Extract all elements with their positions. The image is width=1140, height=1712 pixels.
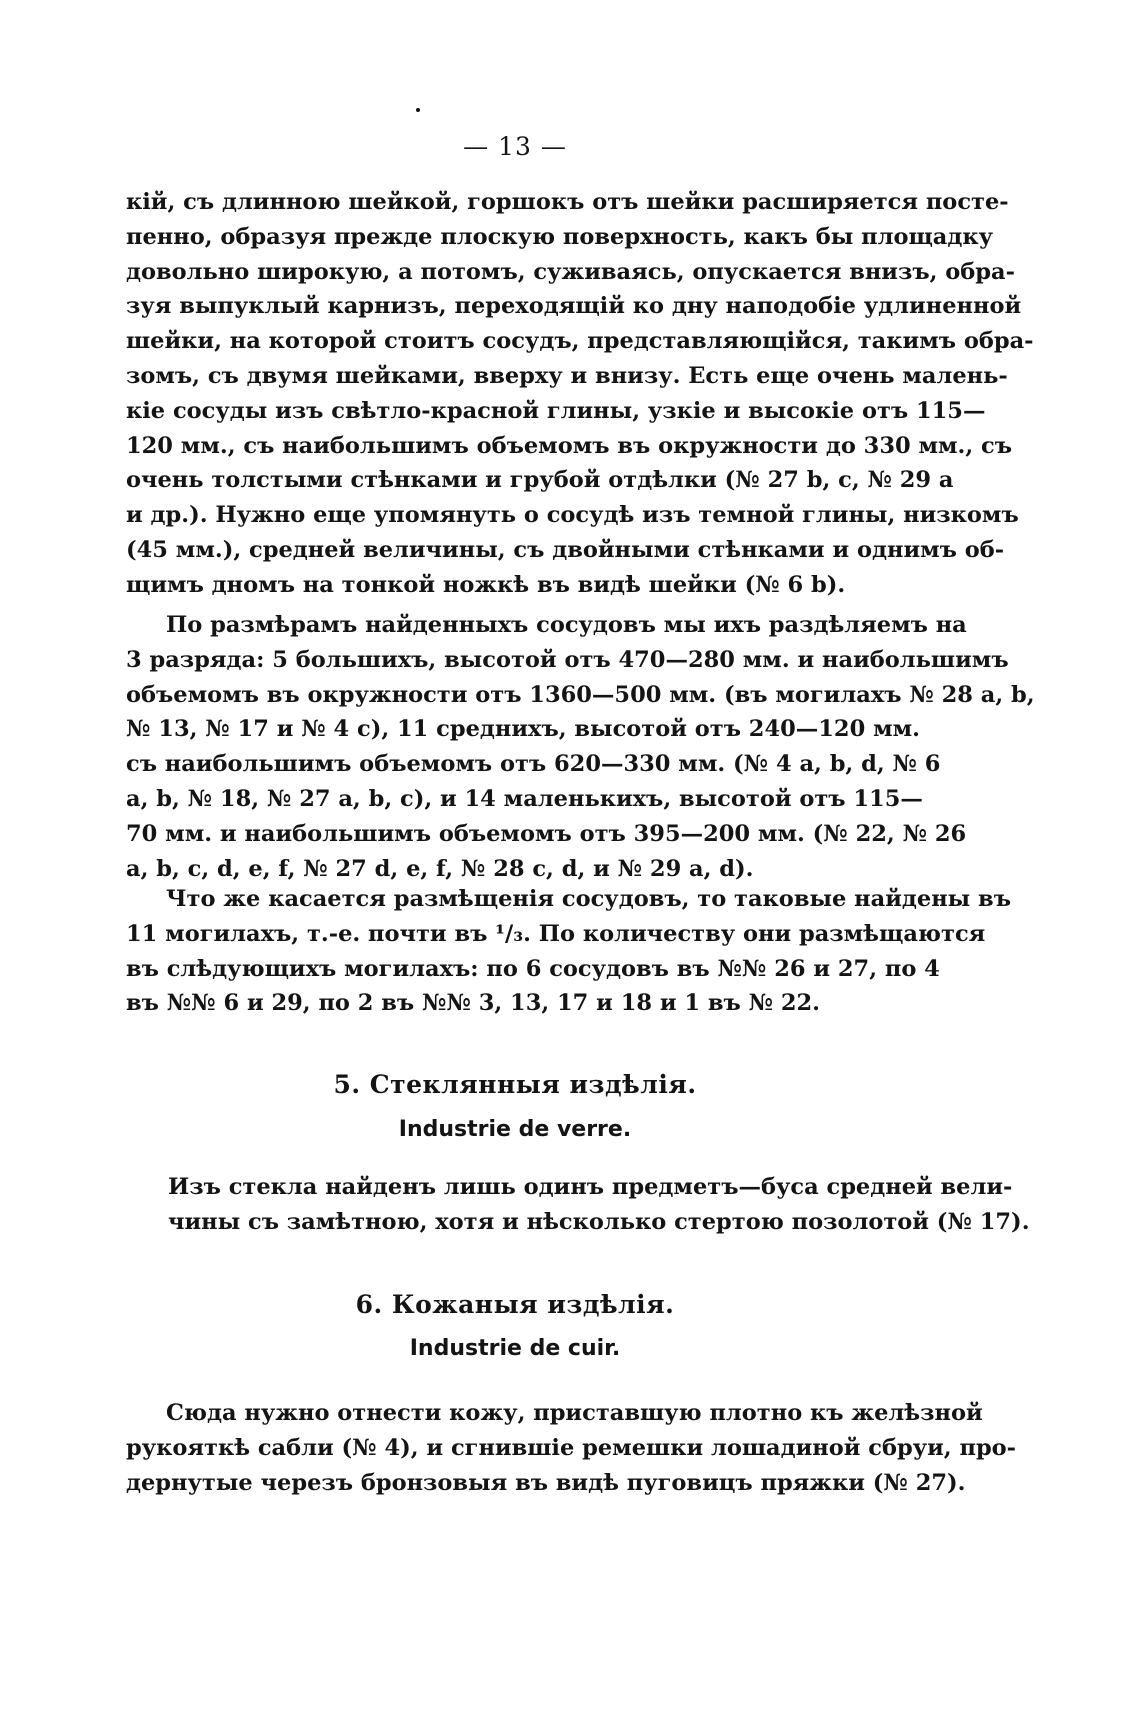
text-line: очень толстыми стѣнками и грубой отдѣлки (№ 27 b, c, № 29 a <box>126 467 954 494</box>
text-line: зуя выпуклый карнизъ, переходящій ко дну наподобіе удлиненной <box>126 293 1022 320</box>
text-line: объемомъ въ окружности отъ 1360—500 мм. (въ могилахъ № 28 a, b, <box>126 681 1035 708</box>
section-subheading-leather: Industrie de cuir. <box>409 1336 621 1361</box>
text-line: зомъ, съ двумя шейками, вверху и внизу. Есть еще очень малень- <box>126 362 1008 389</box>
text-line: рукояткѣ сабли (№ 4), и сгнившіе ремешки лошадиной сбруи, про- <box>126 1434 1017 1461</box>
paragraph-vessel-placement <box>126 882 1011 1021</box>
page-number: — 13 — <box>463 132 567 161</box>
text-line: кіе сосуды изъ свѣтло-красной глины, узкіе и высокіе отъ 115— <box>126 397 986 424</box>
text-line: щимъ дномъ на тонкой ножкѣ въ видѣ шейки (№ 6 b). <box>126 571 846 598</box>
text-line: и др.). Нужно еще упомянуть о сосудѣ изъ темной глины, низкомъ <box>126 502 1019 529</box>
text-line: 120 мм., съ наибольшимъ объемомъ въ окружности до 330 мм., съ <box>126 432 1013 459</box>
text-line: Изъ стекла найденъ лишь одинъ предметъ—буса средней вели- <box>168 1174 1013 1200</box>
text-line: № 13, № 17 и № 4 c), 11 среднихъ, высотой отъ 240—120 мм. <box>126 716 920 743</box>
section-subheading-glass: Industrie de verre. <box>398 1117 632 1142</box>
text-line: (45 мм.), средней величины, съ двойными стѣнками и однимъ об- <box>126 536 1005 563</box>
section-heading-leather: 6. Кожаныя издѣлія. <box>355 1290 675 1319</box>
paragraph-leather <box>126 1396 1017 1500</box>
paragraph-glass <box>168 1170 1030 1240</box>
text-line: a, b, c, d, e, f, № 27 d, e, f, № 28 c, d, и № 29 a, d). <box>126 855 754 882</box>
paragraph-vessel-description <box>126 185 1034 603</box>
text-line: въ №№ 6 и 29, по 2 въ №№ 3, 13, 17 и 18 и 1 въ № 22. <box>126 990 821 1017</box>
text-line: a, b, № 18, № 27 a, b, c), и 14 маленькихъ, высотой отъ 115— <box>126 785 923 812</box>
text-line: По размѣрамъ найденныхъ сосудовъ мы ихъ раздѣляемъ на <box>166 612 967 638</box>
text-line: чины съ замѣтною, хотя и нѣсколько стертою позолотой (№ 17). <box>168 1208 1030 1235</box>
text-line: 11 могилахъ, т.-е. почти въ ¹/₃. По количеству они размѣщаются <box>126 920 986 947</box>
text-line: шейки, на которой стоитъ сосудъ, представляющійся, такимъ обра- <box>126 328 1034 355</box>
text-line: довольно широкую, а потомъ, суживаясь, опускается внизъ, обра- <box>126 258 1015 285</box>
text-line: съ наибольшимъ объемомъ отъ 620—330 мм. (№ 4 a, b, d, № 6 <box>126 751 941 778</box>
text-line: 3 разряда: 5 большихъ, высотой отъ 470—280 мм. и наибольшимъ <box>126 646 1009 673</box>
text-line: кій, съ длинною шейкой, горшокъ отъ шейки расширяется посте- <box>126 189 1009 215</box>
text-line: пенно, образуя прежде плоскую поверхность, какъ бы площадку <box>126 223 994 250</box>
text-line: Что же касается размѣщенія сосудовъ, то таковые найдены въ <box>166 886 1011 912</box>
text-line: 70 мм. и наибольшимъ объемомъ отъ 395—200 мм. (№ 22, № 26 <box>126 820 967 847</box>
ink-dot <box>416 108 420 112</box>
text-line: Сюда нужно отнести кожу, приставшую плотно къ желѣзной <box>166 1400 983 1426</box>
text-line: въ слѣдующихъ могилахъ: по 6 сосудовъ въ №№ 26 и 27, по 4 <box>126 955 940 982</box>
section-heading-glass: 5. Стеклянныя издѣлія. <box>333 1070 697 1099</box>
paragraph-vessel-sizes <box>126 608 1035 886</box>
text-line: дернутые черезъ бронзовыя въ видѣ пуговицъ пряжки (№ 27). <box>126 1469 966 1496</box>
